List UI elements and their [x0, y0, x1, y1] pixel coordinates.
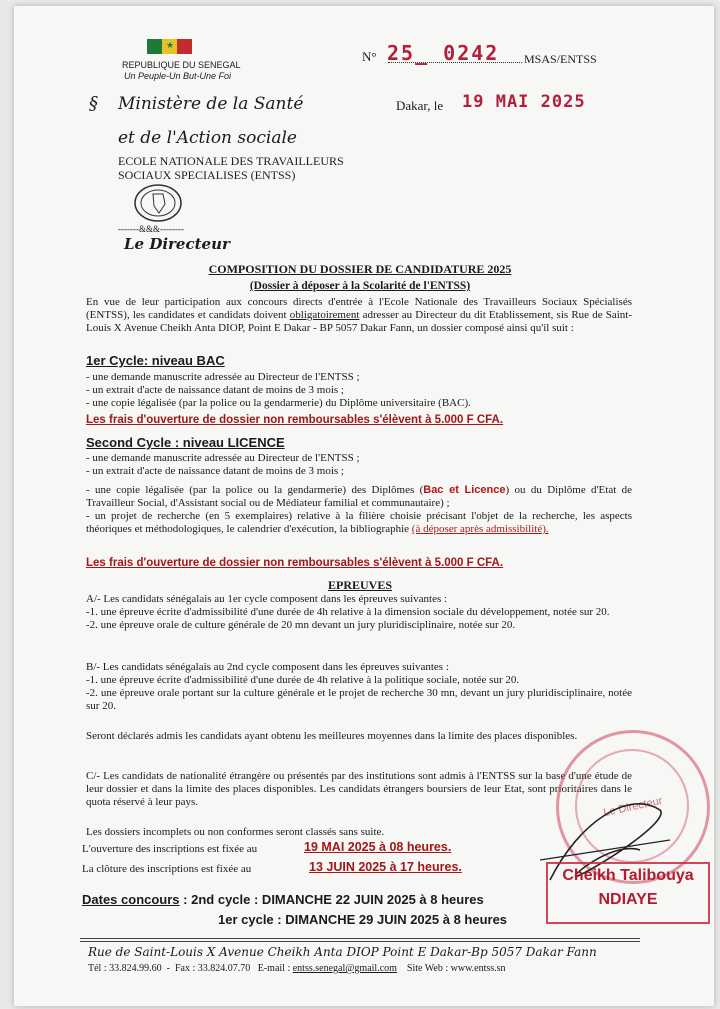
list-item: - une demande manuscrite adressée au Directeur de l'ENTSS ;	[86, 371, 360, 383]
school-line1: ECOLE NATIONALE DES TRAVAILLEURS	[118, 154, 344, 168]
section-a: A/- Les candidats sénégalais au 1er cycle composent dans les épreuves suivantes : -1. une épreuve écrite d'admissibilité d'une durée de 4h relative à la dimension sociale du développement, notée sur 20. -2. une épreuve orale de culture générale de 20 mn devant un jury pluridisciplinaire, notée sur 20.	[86, 593, 610, 631]
document-title: COMPOSITION DU DOSSIER DE CANDIDATURE 2025	[208, 262, 512, 276]
closing-label: La clôture des inscriptions est fixée au	[82, 863, 252, 875]
director-title: Le Directeur	[124, 235, 230, 253]
footer-divider	[80, 938, 640, 939]
senegal-flag-icon	[147, 39, 192, 54]
motto: Un Peuple-Un But-Une Foi	[124, 71, 232, 81]
republic-label: REPUBLIQUE DU SENEGAL	[122, 60, 241, 70]
opening-label: L'ouverture des inscriptions est fixée au	[82, 843, 258, 855]
closing-date: 13 JUIN 2025 à 17 heures.	[309, 860, 462, 874]
ref-underline	[388, 62, 522, 63]
list-item: - un projet de recherche (en 5 exemplaires) relative à la filière choisie précisant l'objet de la recherche, les aspects théoriques et méthodologiques, le calendrier d'exécution, la bibliographie (à déposer après admissibilité).	[86, 510, 632, 535]
ministry-line1: Ministère de la Santé	[118, 94, 304, 114]
email-link[interactable]: entss.senegal@gmail.com	[292, 963, 397, 974]
handwritten-date: 19 MAI 2025	[462, 92, 586, 112]
opening-date: 19 MAI 2025 à 08 heures.	[304, 840, 452, 854]
ministry-line2: et de l'Action sociale	[118, 128, 297, 148]
cycle1-list	[86, 371, 632, 410]
entss-logo-icon	[132, 182, 184, 224]
list-item: - une demande manuscrite adressée au Directeur de l'ENTSS ;	[86, 452, 360, 464]
official-stamp: Le Directeur	[556, 730, 710, 884]
cycle1-heading: 1er Cycle: niveau BAC	[86, 353, 225, 368]
cycle1-fees: Les frais d'ouverture de dossier non remboursables s'élèvent à 5.000 F CFA.	[86, 414, 504, 426]
admission-paragraph: Seront déclarés admis les candidats ayant obtenu les meilleures moyennes dans la limite des places disponibles.	[86, 730, 578, 742]
contest-dates-cycle1: 1er cycle : DIMANCHE 29 JUIN 2025 à 8 heures	[218, 912, 508, 927]
list-item: - un extrait d'acte de naissance datant de moins de 3 mois ;	[86, 384, 344, 396]
cycle2-fees: Les frais d'ouverture de dossier non remboursables s'élèvent à 5.000 F CFA.	[86, 557, 504, 569]
ref-number: 25_ 0242	[387, 41, 500, 65]
incomplete-note: Les dossiers incomplets ou non conformes seront classés sans suite.	[86, 826, 385, 838]
ref-suffix: MSAS/ENTSS	[524, 52, 597, 66]
ref-prefix: N°	[362, 49, 377, 64]
cycle2-heading: Second Cycle : niveau LICENCE	[86, 435, 285, 450]
section-c: C/- Les candidats de nationalité étrangère ou présentés par des institutions sont admis à l'ENTSS sur la base d'une étude de leur dossier et dans la limite des places disponibles. Les candidats étrangers boursiers de leur Etat, sont prioritaires dans le quota réservé à leur pays.	[86, 770, 632, 808]
intro-paragraph: En vue de leur participation aux concours directs d'entrée à l'Ecole Nationale des Travailleurs Sociaux Spécialisés (ENTSS), les candidates et candidats doivent obligatoirement adresser au Directeur du dit Etablissement, sis Rue de Saint-Louis X Avenue Cheikh Anta DIOP, Point E Dakar - BP 5057 Dakar Fann, un dossier composé ainsi qu'il suit :	[86, 296, 633, 334]
footer-address: Rue de Saint-Louis X Avenue Cheikh Anta DIOP Point E Dakar-Bp 5057 Dakar Fann	[88, 945, 597, 959]
cycle2-list	[86, 452, 632, 536]
document-subtitle: (Dossier à déposer à la Scolarité de l'ENTSS)	[249, 280, 471, 292]
school-line2: SOCIAUX SPECIALISES (ENTSS)	[118, 168, 296, 182]
epreuves-heading: EPREUVES	[327, 578, 392, 592]
place-date-label: Dakar, le	[396, 98, 444, 113]
footer-divider	[80, 941, 640, 942]
contest-dates-cycle2: Dates concours : 2nd cycle : DIMANCHE 22 JUIN 2025 à 8 heures	[82, 892, 484, 907]
list-item: - une copie légalisée (par la police ou la gendarmerie) du Diplôme universitaire (BAC).	[86, 397, 471, 409]
footer-contacts: Tél : 33.824.99.60 - Fax : 33.824.07.70 E-mail : entss.senegal@gmail.com Site Web : www.entss.sn	[88, 963, 506, 974]
list-item: - une copie légalisée (par la police ou la gendarmerie) des Diplômes (Bac et Licence) ou du Diplôme d'Etat de Travailleur Social, d'Assistant social ou de Médiateur familial et communautaire) ;	[86, 484, 632, 509]
separator-text: -------&&&--------	[118, 224, 184, 234]
section-b: B/- Les candidats sénégalais au 2nd cycle composent dans les épreuves suivantes : -1. une épreuve écrite d'admissibilité d'une durée de 4h relative à la politique sociale, notée sur 20. -2. une épreuve orale portant sur la culture générale et le projet de recherche 30 mn, devant un jury pluridisciplinaire, notée sur 20.	[86, 661, 632, 712]
list-item: - un extrait d'acte de naissance datant de moins de 3 mois ;	[86, 465, 344, 477]
ministry-symbol-icon: §	[89, 93, 98, 114]
signatory-name: Cheikh Talibouya NDIAYE	[546, 862, 710, 924]
